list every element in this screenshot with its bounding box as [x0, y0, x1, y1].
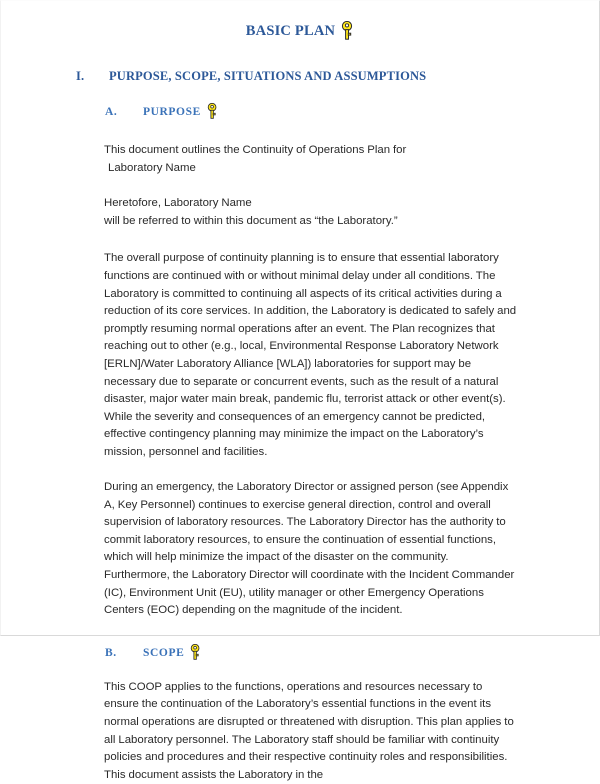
paragraph: This document outlines the Continuity of Operations Plan for — [104, 144, 407, 156]
key-icon — [341, 21, 354, 40]
section-numeral: I. — [76, 69, 85, 83]
key-icon — [207, 103, 218, 119]
scope-body-block — [1, 661, 599, 784]
key-icon — [190, 644, 201, 660]
purpose-body-block — [1, 230, 599, 619]
page-title-text: BASIC PLAN — [245, 23, 336, 39]
page-title — [1, 1, 599, 41]
subsection-heading-text: PURPOSE — [143, 106, 201, 118]
subsection-heading-text: SCOPE — [143, 646, 185, 659]
subsection-letter: B. — [105, 646, 117, 659]
paragraph: Heretofore, Laboratory Name — [104, 197, 252, 210]
paragraph: This COOP applies to the functions, operations and resources necessary to ensure the continuation of the Laboratory’s essential functions in the event its normal operations are disrupted or threatened with disruption. This plan applies to all Laboratory personnel. The Laboratory staff should be familiar with continuity policies and procedures and their respective continuity roles and responsibilities. This document assists the Laboratory in the — [104, 680, 514, 781]
paragraph: During an emergency, the Laboratory Director or assigned person (see Appendix A, Key Personnel) continues to exercise general direction, control and overall supervision of laboratory resources. The Laboratory Director has the authority to commit laboratory resources, to ensure the continuation of essential functions, which will help minimize the impact of the disaster on the community. Furthermore, the Laboratory Director will coordinate with the Incident Commander (IC), Environment Unit (EU), utility manager or other Emergency Operations Centers (EOC) depending on the magnitude of the incident. — [104, 481, 515, 617]
purpose-intro-block — [1, 120, 599, 177]
subsection-letter: A. — [105, 106, 118, 118]
section-heading-text: PURPOSE, SCOPE, SITUATIONS AND ASSUMPTIONS — [109, 69, 427, 83]
paragraph-laboratory-name: Laboratory Name — [108, 161, 196, 174]
subsection-heading-purpose — [1, 84, 599, 120]
paragraph: The overall purpose of continuity planning is to ensure that essential laboratory functions are continued with or without minimal delay under all conditions. The Laboratory is committed to continuing all aspects of its critical activities during a reduction of its core services. In addition, the Laboratory is dedicated to safely and promptly resuming normal operations after an event. The Plan recognizes that reaching out to other (e.g., local, Environmental Response Laboratory Network [ERLN]/Water Laboratory Alliance [WLA]) laboratories for support may be necessary due to separate or concurrent events, such as the result of a natural disaster, major water main break, pandemic flu, terrorist attack or other event(s). While the severity and consequences of an emergency cannot be predicted, effective contingency planning may minimize the impact on the Laboratory’s mission, personnel and facilities. — [104, 252, 517, 458]
heretofore-block — [1, 177, 599, 230]
section-heading-1 — [1, 41, 599, 84]
subsection-heading-scope — [1, 620, 599, 661]
paragraph: will be referred to within this document as “the Laboratory.” — [104, 214, 398, 227]
